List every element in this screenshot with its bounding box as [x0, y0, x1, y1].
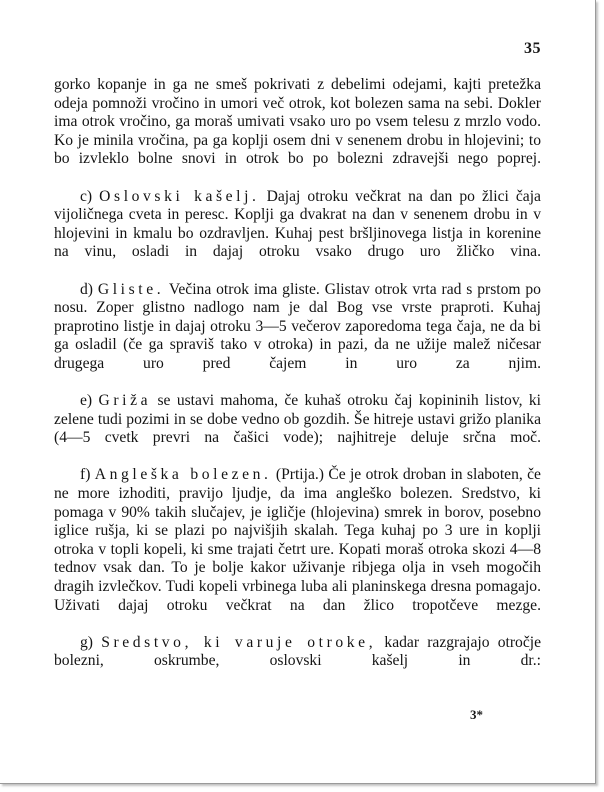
section-term: Sredstvo, ki varuje otroke, — [101, 633, 377, 651]
paragraph — [54, 634, 541, 690]
paragraph-label: d) — [80, 280, 93, 298]
paragraph-label: f) — [80, 466, 91, 484]
page-header — [0, 40, 541, 58]
page-footer — [0, 706, 541, 724]
paragraph-label: g) — [80, 633, 93, 651]
page-number: 35 — [524, 40, 541, 57]
paragraph-label: e) — [80, 392, 93, 410]
paragraph-text: (Prtija.) Če je otrok droban in slaboten, če ne more izhoditi, pravijo ljudje, da ima angleško bolezen. Sredstvo, ki pomaga v 90% takih slučajev, je igličje (hlojevina) smrek in borov, posebno iglice rušja, ki se plazi po najvišjih skalah. Tega kuhaj po 3 ure in koplji otroka v topli kopeli, ki sme trajati četrt ure. Kopati moraš otroka skozi 4—8 tednov vsak dan. To je bolje kakor uživanje ribjega olja in vseh mogočih dragih izvlečkov. Tudi kopeli vrbinega luba ali planinskega dresna pomagajo. Uživati dajaj otroku večkrat na dan žlico tropotčeve mezge. — [54, 466, 541, 614]
paragraph — [54, 466, 541, 633]
paragraph-text: gorko kopanje in ga ne smeš pokrivati z debelimi odejami, kajti pretežka odeja pomnoži vročino in umori več otrok, kot bolezen sama na sebi. Dokler ima otrok vročino, ga moraš umivati vsako uro po vsem telesu z mrzlo vodo. Ko je minila vročina, pa ga koplji osem dni v senenem drobu in hlojevini; to bo izvleklo bolne snovi in otrok bo po bolezni zdravejši nego poprej. — [54, 76, 541, 168]
paragraph — [54, 392, 541, 466]
paragraph-text: Dajaj otroku večkrat na dan po žlici čaja vijoličnega cveta in peresc. Koplji ga dvakrat na dan v senenem drobu in v hlojevini in kmalu bo ozdravljen. Kuhaj pest bršljinovega listja in korenine na vinu, osladi in dajaj otroku vsako drugo uro žličko vina. — [54, 187, 541, 261]
paragraph — [54, 188, 541, 281]
paragraph-text: se ustavi mahoma, če kuhaš otroku čaj kopininih listov, ki zelene tudi pozimi in se dobe vedno ob gozdih. Še hitreje ustavi grižo planika (4—5 cvetk prevri na čašici vode); najhitreje deluje srčna moč. — [54, 392, 542, 447]
section-term: Oslovski kašelj. — [99, 187, 260, 205]
paragraph-text: Večina otrok ima gliste. Glistav otrok vrta rad s prstom po nosu. Zoper glistno nadlogo nam je dal Bog vse vrste praproti. Kuhaj praprotino listje in dajaj otroku 3—5 večerov zaporedoma tega čaja, ne da bi ga osladil (če ga spraviš tako v otroka) in pazi, da ne užije malež ničesar drugega uro pred čajem in uro za njim. — [54, 280, 541, 372]
section-term: Griža — [98, 392, 152, 410]
paragraph-text: kadar razgrajajo otročje bolezni, oskrumbe, oslovski kašelj in dr.: — [54, 633, 542, 670]
section-term: Angleška bolezen. — [94, 466, 272, 484]
paragraph — [54, 281, 541, 393]
paragraph-label: c) — [80, 187, 93, 205]
paragraph — [54, 76, 541, 188]
text-column — [54, 76, 541, 690]
section-term: Gliste. — [97, 280, 165, 298]
signature-mark: 3* — [470, 707, 483, 722]
